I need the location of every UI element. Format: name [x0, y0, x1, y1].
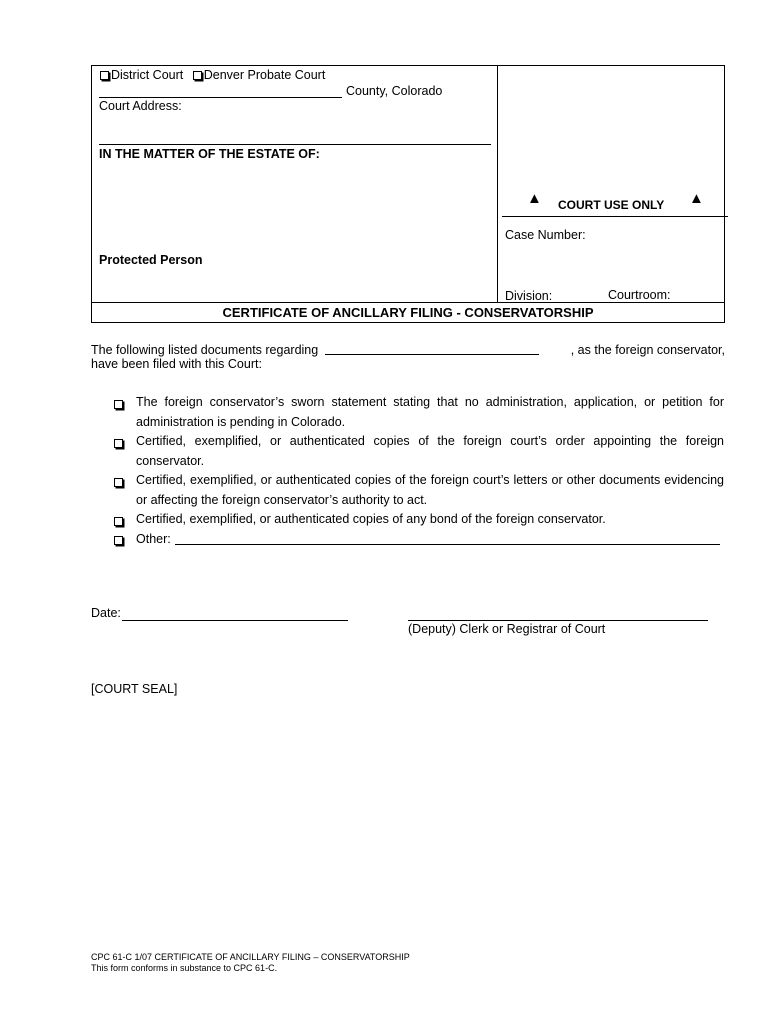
- denver-probate-court-checkbox[interactable]: [193, 71, 202, 80]
- date-label: Date:: [91, 606, 121, 620]
- clerk-signature-line[interactable]: [408, 608, 708, 621]
- court-address-label: Court Address:: [99, 99, 182, 113]
- courtroom-label: Courtroom:: [608, 288, 671, 302]
- case-number-label: Case Number:: [505, 228, 586, 242]
- denver-probate-court-label: Denver Probate Court: [203, 68, 326, 82]
- item-3-line-1: Certified, exemplified, or authenticated copies of the foreign court’s letters or other documents evidencing: [136, 473, 724, 487]
- item-1-line-1: The foreign conservator’s sworn statement stating that no administration, application, or petition for: [136, 395, 724, 409]
- district-court-label: District Court: [111, 68, 184, 82]
- footer-line-1: CPC 61-C 1/07 CERTIFICATE OF ANCILLARY FILING – CONSERVATORSHIP: [91, 952, 410, 962]
- title-separator: [91, 302, 725, 303]
- county-colorado-label: County, Colorado: [346, 84, 443, 98]
- document-title: CERTIFICATE OF ANCILLARY FILING - CONSERVATORSHIP: [222, 305, 594, 320]
- item-3-line-2: or affecting the foreign conservator’s authority to act.: [136, 493, 428, 507]
- court-use-only-label: COURT USE ONLY: [558, 198, 665, 212]
- district-court-checkbox[interactable]: [100, 71, 109, 80]
- intro-line-2: have been filed with this Court:: [91, 357, 262, 371]
- item-5-checkbox[interactable]: [114, 533, 125, 547]
- item-4-line-1: Certified, exemplified, or authenticated copies of any bond of the foreign conservator.: [136, 512, 606, 526]
- triangle-left-icon: ▲: [527, 190, 542, 207]
- item-1-line-2: administration is pending in Colorado.: [136, 415, 346, 429]
- intro-part1: The following listed documents regarding: [91, 343, 319, 357]
- protected-person-label: Protected Person: [99, 253, 203, 267]
- intro-line-1: [91, 342, 725, 357]
- triangle-right-icon: ▲: [689, 190, 704, 207]
- clerk-label: (Deputy) Clerk or Registrar of Court: [408, 622, 606, 636]
- court-use-separator: [502, 216, 728, 217]
- item-5-label: Other:: [136, 532, 171, 546]
- footer: [91, 952, 410, 974]
- item-2-line-1: Certified, exemplified, or authenticated copies of the foreign court’s order appointing the foreign: [136, 434, 724, 448]
- caption-box: [91, 65, 725, 323]
- county-line[interactable]: [99, 84, 342, 98]
- court-checkboxes: [100, 68, 325, 82]
- court-address-line[interactable]: [99, 130, 491, 145]
- caption-divider: [497, 65, 498, 303]
- item-1-checkbox[interactable]: [114, 397, 125, 411]
- date-line[interactable]: [122, 608, 348, 621]
- division-label: Division:: [505, 289, 553, 303]
- item-2-checkbox[interactable]: [114, 436, 125, 450]
- item-4-checkbox[interactable]: [114, 514, 125, 528]
- court-seal-label: [COURT SEAL]: [91, 682, 178, 696]
- intro-part2: , as the foreign conservator,: [570, 343, 725, 357]
- item-2-line-2: conservator.: [136, 454, 205, 468]
- estate-of-label: IN THE MATTER OF THE ESTATE OF:: [99, 147, 320, 161]
- item-3-checkbox[interactable]: [114, 475, 125, 489]
- other-line[interactable]: [175, 532, 720, 545]
- footer-line-2: This form conforms in substance to CPC 61-C.: [91, 963, 278, 973]
- conservator-name-line[interactable]: [325, 342, 539, 355]
